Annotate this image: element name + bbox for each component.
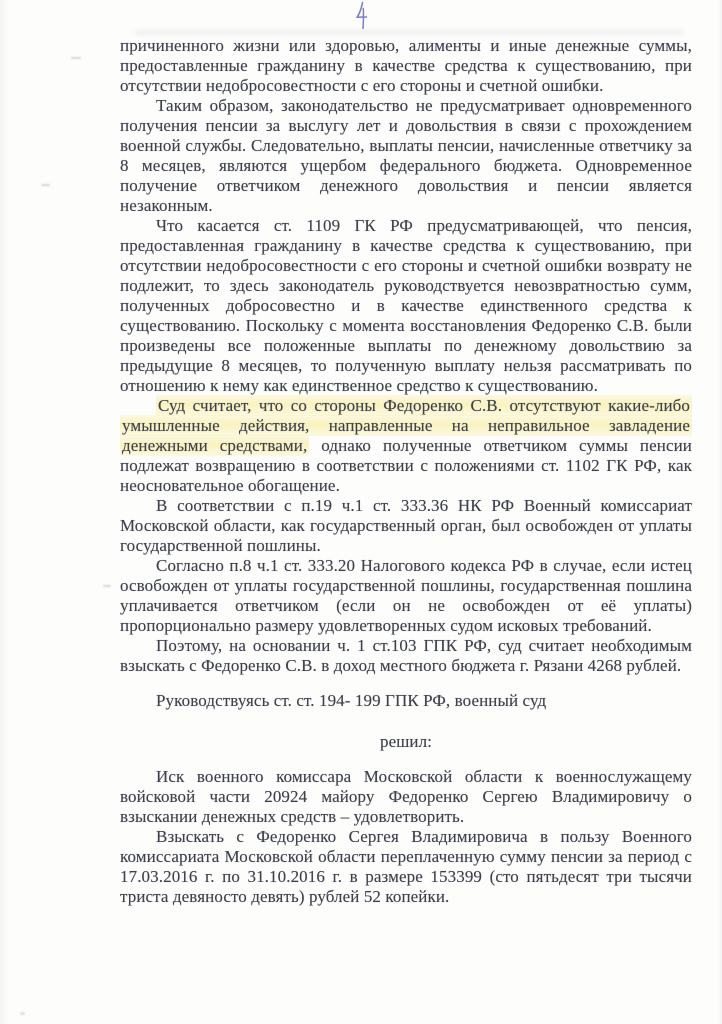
- highlighted-passage: Суд считает, что со стороны Федоренко С.В. отсутствуют какие-либо умышленные действия, направленные на неправильное завладение денежными средствами,: [122, 396, 690, 455]
- paragraph: Поэтому, на основании ч. 1 ст.103 ГПК РФ, суд считает необходимым взыскать с Федоренко С.В. в доход местного бюджета г. Рязани 4268 рублей.: [120, 636, 692, 675]
- handwritten-page-number: [352, 1, 374, 31]
- scan-speck: [41, 184, 50, 186]
- paragraph-rest: однако полученные ответчиком суммы пенсии подлежат возвращению в соответствии с положениями ст. 1102 ГК РФ, как неосновательное обогащение.: [120, 436, 692, 495]
- decision-paragraph: Иск военного комиссара Московской области к военнослужащему войсковой части 20924 майору Федоренко Сергею Владимировичу о взыскании денежных средств – удовлетворить.: [120, 767, 692, 826]
- decision-heading: решил:: [379, 732, 433, 751]
- handwritten-digit-4-icon: [352, 1, 374, 31]
- scan-speck: [20, 1012, 25, 1015]
- scan-speck: [71, 57, 81, 59]
- paragraph-continued: причиненного жизни или здоровью, алименты и иные денежные суммы, предоставленные гражданину в качестве средства к существованию, при отсутствии недобросовестности с его стороны и счетной ошибки.: [120, 36, 692, 95]
- paragraph-with-highlight: [120, 396, 692, 496]
- scan-speck: [103, 585, 111, 587]
- decision-paragraph: Взыскать с Федоренко Сергея Владимировича в пользу Военного комиссариата Московской области переплаченную сумму пенсии за период с 17.03.2016 г. по 31.10.2016 г. в размере 153399 (сто пятьдесят три тысячи триста девяносто девять) рублей 52 копейки.: [120, 827, 692, 906]
- scan-smudge: [135, 30, 683, 35]
- document-text-block: [120, 36, 692, 907]
- paragraph: Согласно п.8 ч.1 ст. 333.20 Налогового кодекса РФ в случае, если истец освобожден от уплаты государственной пошлины, государственная пошлина уплачивается ответчиком (если он не освобожден от её уплаты) пропорционально размеру удовлетворенных судом исковых требований.: [120, 556, 692, 635]
- ruling-intro-line: Руководствуясь ст. ст. 194- 199 ГПК РФ, военный суд: [156, 691, 547, 710]
- paragraph: В соответствии с п.19 ч.1 ст. 333.36 НК РФ Военный комиссариат Московской области, как государственный орган, был освобожден от уплаты государственной пошлины.: [120, 496, 692, 555]
- paragraph: Что касается ст. 1109 ГК РФ предусматривающей, что пенсия, предоставленная гражданину в качестве средства к существованию, при отсутствии недобросовестности с его стороны и счетной ошибки возврату не подлежит, то здесь законодатель руководствуется невозвратностью сумм, полученных добросовестно и в качестве единственного средства к существованию. Поскольку с момента восстановления Федоренко С.В. были произведены все положенные выплаты по денежному довольствию за предыдущие 8 месяцев, то полученную выплату нельзя рассматривать по отношению к нему как единственное средство к существованию.: [120, 216, 692, 395]
- paragraph: Таким образом, законодательство не предусматривает одновременного получения пенсии за выслугу лет и довольствия в связи с прохождением военной службы. Следовательно, выплаты пенсии, начисленные ответчику за 8 месяцев, являются ущербом федерального бюджета. Одновременное получение ответчиком денежного довольствия и пенсии является незаконным.: [120, 96, 692, 215]
